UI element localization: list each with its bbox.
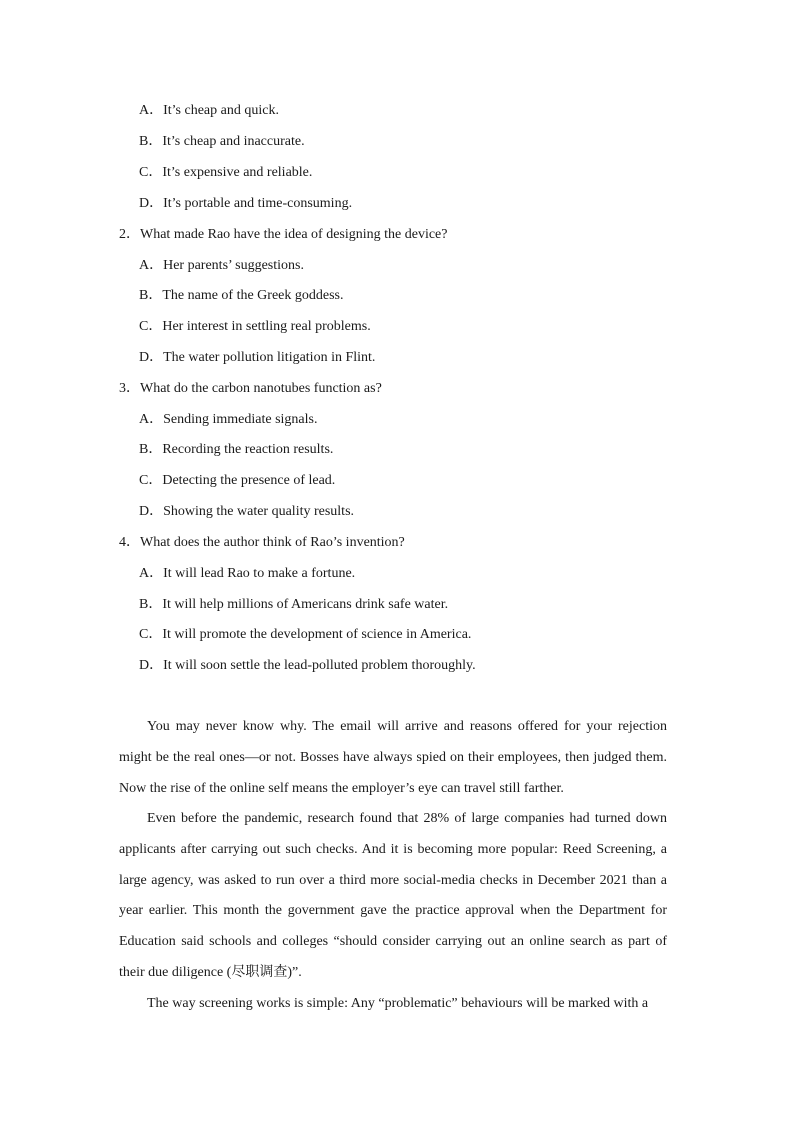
q3-option-b: B．Recording the reaction results. (139, 442, 334, 457)
q3-option-c: C．Detecting the presence of lead. (139, 473, 336, 488)
q4-option-a: A．It will lead Rao to make a fortune. (139, 566, 356, 581)
q2-stem: 2．What made Rao have the idea of designing the device? (119, 227, 448, 242)
q2-option-d: D．The water pollution litigation in Flint. (139, 350, 376, 365)
q1-option-c: C．It’s expensive and reliable. (139, 165, 313, 180)
q4-option-d: D．It will soon settle the lead-polluted problem thoroughly. (139, 658, 476, 673)
q3-option-a: A．Sending immediate signals. (139, 412, 318, 427)
q3-option-d: D．Showing the water quality results. (139, 504, 355, 519)
q2-option-b: B．The name of the Greek goddess. (139, 288, 344, 303)
q1-option-d: D．It’s portable and time-consuming. (139, 196, 353, 211)
q1-option-b: B．It’s cheap and inaccurate. (139, 134, 305, 149)
passage-paragraph-2: Even before the pandemic, research found that 28% of large companies had turned down applicants after carrying out such checks. And it is becoming more popular: Reed Screening, a large agency, was asked to run over a third more social-media checks in December 2021 than a year earlier. This month the government gave the practice approval when the Department for Education said schools and colleges “should consider carrying out an online search as part of their due diligence (尽职调查)”. (119, 811, 667, 980)
q4-option-c: C．It will promote the development of science in America. (139, 627, 472, 642)
q2-option-a: A．Her parents’ suggestions. (139, 258, 304, 273)
passage-paragraph-3: The way screening works is simple: Any “problematic” behaviours will be marked with a (147, 996, 649, 1011)
q3-stem: 3．What do the carbon nanotubes function as? (119, 381, 382, 396)
q1-option-a: A．It’s cheap and quick. (139, 103, 279, 118)
q2-option-c: C．Her interest in settling real problems. (139, 319, 371, 334)
q4-option-b: B．It will help millions of Americans drink safe water. (139, 597, 449, 612)
passage-paragraph-1: You may never know why. The email will arrive and reasons offered for your rejection might be the real ones—or not. Bosses have always spied on their employees, then judged them. Now the rise of the online self means the employer’s eye can travel still farther. (119, 719, 667, 796)
q4-stem: 4．What does the author think of Rao’s invention? (119, 535, 405, 550)
